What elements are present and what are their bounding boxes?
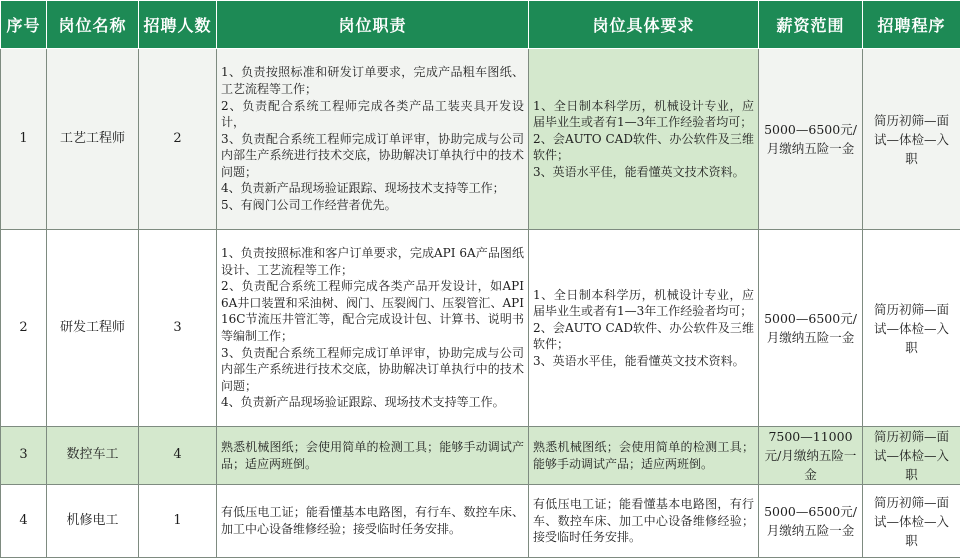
header-requirements: 岗位具体要求 <box>529 1 759 49</box>
row-no: 3 <box>1 427 47 485</box>
requirement-item: 1、全日制本科学历，机械设计专业，应届毕业生或者有1—3年工作经验者均可； <box>533 98 754 131</box>
row-no: 2 <box>1 230 47 427</box>
row-title: 研发工程师 <box>47 230 139 427</box>
table-row <box>1 427 960 485</box>
row-count: 3 <box>139 230 217 427</box>
row-no: 4 <box>1 485 47 558</box>
row-requirements <box>529 427 759 485</box>
duty-item: 5、有阀门公司工作经营者优先。 <box>221 197 524 214</box>
row-count: 1 <box>139 485 217 558</box>
row-title: 数控车工 <box>47 427 139 485</box>
duty-item: 4、负责新产品现场验证跟踪、现场技术支持等工作； <box>221 180 524 197</box>
requirement-item: 2、会AUTO CAD软件、办公软件及三维软件； <box>533 131 754 164</box>
row-process: 简历初筛—面试—体检—入职 <box>863 49 960 230</box>
duty-item: 1、负责按照标准和研发订单要求，完成产品粗车图纸、工艺流程等工作； <box>221 64 524 97</box>
row-title: 工艺工程师 <box>47 49 139 230</box>
duty-item: 2、负责配合系统工程师完成各类产品工装夹具开发设计， <box>221 98 524 131</box>
row-title: 机修电工 <box>47 485 139 558</box>
requirement-item: 3、英语水平佳，能看懂英文技术资料。 <box>533 164 754 181</box>
row-process: 简历初筛—面试—体检—入职 <box>863 427 960 485</box>
header-count: 招聘人数 <box>139 1 217 49</box>
duty-item: 4、负责新产品现场验证跟踪、现场技术支持等工作。 <box>221 394 524 411</box>
row-salary: 5000—6500元/月缴纳五险一金 <box>759 485 863 558</box>
row-duties <box>217 427 529 485</box>
row-salary: 7500—11000元/月缴纳五险一金 <box>759 427 863 485</box>
header-salary: 薪资范围 <box>759 1 863 49</box>
row-requirements <box>529 485 759 558</box>
row-process: 简历初筛—面试—体检—入职 <box>863 230 960 427</box>
row-count: 4 <box>139 427 217 485</box>
row-requirements <box>529 230 759 427</box>
header-no: 序号 <box>1 1 47 49</box>
requirement-item: 3、英语水平佳，能看懂英文技术资料。 <box>533 353 754 370</box>
requirement-item: 2、会AUTO CAD软件、办公软件及三维软件； <box>533 320 754 353</box>
row-requirements <box>529 49 759 230</box>
duty-item: 1、负责按照标准和客户订单要求，完成API 6A产品图纸设计、工艺流程等工作； <box>221 245 524 278</box>
duty-item: 有低压电工证；能看懂基本电路图，有行车、数控车床、加工中心设备维修经验；接受临时任务安排。 <box>221 504 524 537</box>
table-row <box>1 485 960 558</box>
row-duties <box>217 49 529 230</box>
header-duties: 岗位职责 <box>217 1 529 49</box>
row-duties <box>217 230 529 427</box>
row-count: 2 <box>139 49 217 230</box>
duty-item: 2、负责配合系统工程师完成各类产品开发设计，如API 6A井口装置和采油树、阀门、压裂阀门、压裂管汇、API 16C节流压井管汇等，配合完成设计包、计算书、说明书等编制工作； <box>221 278 524 344</box>
requirement-item: 1、全日制本科学历，机械设计专业，应届毕业生或者有1—3年工作经验者均可； <box>533 287 754 320</box>
row-duties <box>217 485 529 558</box>
duty-item: 熟悉机械图纸；会使用简单的检测工具；能够手动调试产品；适应两班倒。 <box>221 439 524 472</box>
header-row <box>1 1 960 49</box>
requirement-item: 熟悉机械图纸；会使用简单的检测工具；能够手动调试产品；适应两班倒。 <box>533 439 754 472</box>
row-salary: 5000—6500元/月缴纳五险一金 <box>759 49 863 230</box>
table-row <box>1 230 960 427</box>
row-process: 简历初筛—面试—体检—入职 <box>863 485 960 558</box>
table-row <box>1 49 960 230</box>
header-process: 招聘程序 <box>863 1 960 49</box>
row-no: 1 <box>1 49 47 230</box>
duty-item: 3、负责配合系统工程师完成订单评审，协助完成与公司内部生产系统进行技术交底，协助解决订单执行中的技术问题； <box>221 345 524 395</box>
requirement-item: 有低压电工证；能看懂基本电路图，有行车、数控车床、加工中心设备维修经验；接受临时任务安排。 <box>533 496 754 546</box>
row-salary: 5000—6500元/月缴纳五险一金 <box>759 230 863 427</box>
header-title: 岗位名称 <box>47 1 139 49</box>
duty-item: 3、负责配合系统工程师完成订单评审，协助完成与公司内部生产系统进行技术交底，协助解决订单执行中的技术问题； <box>221 131 524 181</box>
